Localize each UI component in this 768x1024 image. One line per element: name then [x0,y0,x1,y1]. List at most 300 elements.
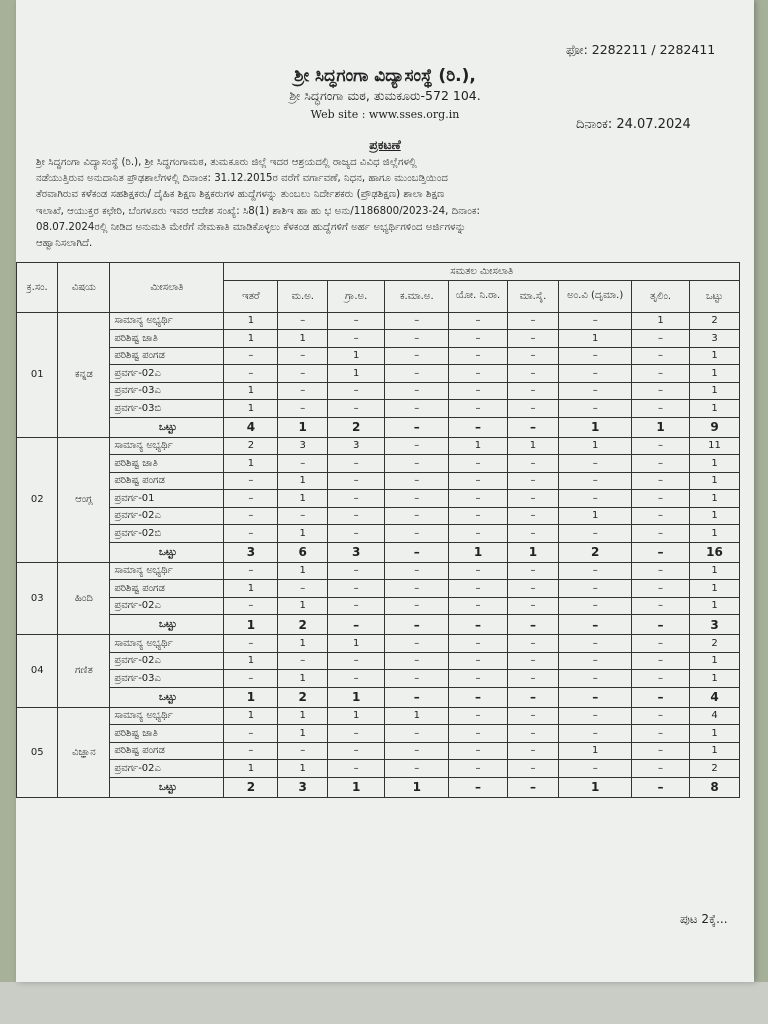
header-horizontal-reservation: ಸಮತಲ ಮೀಸಲಾತಿ [224,263,740,281]
reservation-category: ಪ್ರವರ್ಗ-02ಎ [110,365,224,383]
table-body [17,312,740,797]
reservation-category: ಪರಿಶಿಷ್ಟ ಪಂಗಡ [110,472,224,490]
total-label: ಒಟ್ಟು [110,542,224,562]
table-cell: 1 [559,507,632,525]
website-line: Web site : www.sses.org.in [310,108,460,121]
table-row [17,580,740,598]
table-row [17,597,740,615]
reservation-category: ಪ್ರವರ್ಗ-01 [110,490,224,508]
table-cell: – [385,312,449,330]
table-cell: 1 [328,707,385,725]
total-cell: 1 [328,687,385,707]
table-cell: 1 [328,635,385,653]
serial-number: 04 [17,635,58,708]
table-cell: – [507,707,559,725]
table-cell: – [385,382,449,400]
table-row [17,507,740,525]
table-cell: – [385,670,449,688]
organization-address: ಶ್ರೀ ಸಿದ್ಧಗಂಗಾ ಮಠ, ತುಮಕೂರು-572 104. [289,88,481,103]
total-cell: 1 [559,417,632,437]
table-cell: – [449,347,507,365]
total-cell: 1 [559,777,632,797]
total-cell: – [449,687,507,707]
table-cell: – [449,472,507,490]
table-cell: – [278,455,328,473]
table-cell: – [631,725,689,743]
table-cell: – [559,525,632,543]
total-cell: – [385,417,449,437]
table-cell: 1 [278,707,328,725]
table-cell: – [385,365,449,383]
table-cell: – [224,347,278,365]
table-row [17,365,740,383]
table-cell: – [631,365,689,383]
subject-name: ಆಂಗ್ಲ [58,437,110,562]
table-cell: – [328,670,385,688]
table-cell: – [385,760,449,778]
total-cell: – [631,615,689,635]
table-cell: – [631,562,689,580]
reservation-category: ಪರಿಶಿಷ್ಟ ಪಂಗಡ [110,580,224,598]
reservation-category: ಪ್ರವರ್ಗ-02ಎ [110,652,224,670]
total-cell: 4 [690,687,740,707]
total-cell: – [385,542,449,562]
subject-name: ಕನ್ನಡ [58,312,110,437]
table-cell: – [559,455,632,473]
reservation-category: ಪರಿಶಿಷ್ಟ ಜಾತಿ [110,725,224,743]
total-cell: 6 [278,542,328,562]
table-cell: 1 [278,490,328,508]
table-cell: – [559,635,632,653]
table-cell: – [224,670,278,688]
header-subject: ವಿಷಯ [58,263,110,313]
table-cell: 1 [278,472,328,490]
total-cell: 2 [224,777,278,797]
table-cell: – [449,652,507,670]
table-cell: – [449,365,507,383]
table-cell: 11 [690,437,740,455]
total-cell: – [631,777,689,797]
table-cell: – [507,490,559,508]
table-cell: – [559,597,632,615]
table-cell: 1 [328,365,385,383]
table-cell: 1 [690,580,740,598]
header-col-ex-servicemen: ಮಾ.ಸೈ. [507,280,559,312]
table-cell: 3 [278,437,328,455]
table-cell: – [507,455,559,473]
table-cell: – [278,742,328,760]
table-cell: – [328,472,385,490]
table-cell: 1 [278,635,328,653]
table-cell: – [385,525,449,543]
table-cell: 1 [559,330,632,348]
total-label: ಒಟ್ಟು [110,687,224,707]
table-cell: – [507,400,559,418]
table-cell: 1 [690,725,740,743]
total-cell: 3 [690,615,740,635]
table-cell: – [631,635,689,653]
table-cell: 1 [559,742,632,760]
table-cell: – [385,347,449,365]
table-cell: – [278,580,328,598]
table-row [17,472,740,490]
background-surface [0,982,768,1024]
notice-date: ದಿನಾಂಕ: 24.07.2024 [576,117,691,132]
phone-numbers: ಫೋ: 2282211 / 2282411 [566,42,716,57]
table-cell: – [224,725,278,743]
table-cell: 1 [690,472,740,490]
table-cell: – [559,725,632,743]
table-cell: – [507,525,559,543]
total-label: ಒಟ್ಟು [110,777,224,797]
reservation-category: ಪರಿಶಿಷ್ಟ ಜಾತಿ [110,455,224,473]
table-cell: – [559,652,632,670]
table-cell: 1 [224,330,278,348]
table-cell: – [507,580,559,598]
table-cell: 1 [224,312,278,330]
table-cell: – [328,760,385,778]
header-col-disabled: ಅಂ.ವಿ (ದೃಮಾ.) [559,280,632,312]
total-row [17,615,740,635]
table-cell: – [385,635,449,653]
table-cell: – [328,652,385,670]
table-cell: – [631,330,689,348]
continued-page-note: ಪುಟ 2ಕ್ಕೆ... [680,912,728,926]
header-col-transgender: ತೃಲಿಂ. [631,280,689,312]
table-cell: – [507,652,559,670]
total-cell: 4 [224,417,278,437]
table-row [17,707,740,725]
table-cell: – [631,652,689,670]
header-col-kannada-medium: ಕ.ಮಾ.ಅ. [385,280,449,312]
table-cell: – [631,347,689,365]
table-cell: – [224,635,278,653]
table-cell: 1 [690,507,740,525]
table-cell: 2 [224,437,278,455]
total-cell: – [507,777,559,797]
table-cell: – [278,382,328,400]
table-cell: 1 [224,382,278,400]
table-cell: – [449,330,507,348]
total-cell: 9 [690,417,740,437]
total-cell: 1 [507,542,559,562]
reservation-category: ಪರಿಶಿಷ್ಟ ಪಂಗಡ [110,347,224,365]
total-row [17,777,740,797]
total-cell: 1 [449,542,507,562]
total-cell: – [328,615,385,635]
table-cell: – [449,312,507,330]
table-cell: – [559,312,632,330]
table-cell: – [507,382,559,400]
table-cell: 1 [278,597,328,615]
table-cell: – [507,597,559,615]
table-row [17,382,740,400]
header-sno: ಕ್ರ.ಸಂ. [17,263,58,313]
table-cell: – [507,725,559,743]
table-cell: – [385,507,449,525]
paragraph-line: ಇಲಾಖೆ, ಆಯುಕ್ತರ ಕಛೇರಿ, ಬೆಂಗಳೂರು ಇವರ ಆದೇಶ ಸಂಖ್ಯೆ: ಸಿ8(1) ಶಾಶಿಇ ಹಾ ಹು ಭ ಅನು/1186800/2023-24, ದಿನಾಂಕ: [36,205,480,217]
table-cell: – [631,580,689,598]
table-cell: – [385,742,449,760]
table-cell: – [328,312,385,330]
total-cell: 2 [278,615,328,635]
table-cell: 1 [690,347,740,365]
table-cell: 1 [690,562,740,580]
table-cell: – [328,330,385,348]
total-cell: 3 [224,542,278,562]
total-cell: 1 [328,777,385,797]
header-col-general: ಇತರೆ [224,280,278,312]
table-cell: 1 [690,525,740,543]
table-cell: – [224,490,278,508]
total-cell: – [507,417,559,437]
table-cell: – [631,670,689,688]
table-cell: – [224,742,278,760]
table-cell: – [385,455,449,473]
notice-paragraph [36,155,736,252]
table-cell: 1 [690,382,740,400]
table-cell: 1 [690,455,740,473]
table-cell: – [449,635,507,653]
table-cell: 1 [690,490,740,508]
table-row [17,562,740,580]
table-cell: – [631,760,689,778]
table-cell: 1 [278,562,328,580]
header-col-total: ಒಟ್ಟು [690,280,740,312]
table-cell: – [278,347,328,365]
table-cell: – [328,400,385,418]
total-cell: 2 [328,417,385,437]
table-cell: – [507,330,559,348]
total-cell: 2 [278,687,328,707]
paragraph-line: ನಡೆಯುತ್ತಿರುವ ಅನುದಾನಿತ ಪ್ರೌಢಶಾಲೆಗಳಲ್ಲಿ ದಿನಾಂಕ: 31.12.2015ರ ವರೆಗೆ ವರ್ಗಾವಣೆ, ನಿಧನ, ಹಾಗೂ ಮುಂಬಡ್ತಿಯಿಂದ [36,173,448,185]
table-row [17,347,740,365]
table-cell: – [631,472,689,490]
total-row [17,417,740,437]
table-cell: 1 [224,455,278,473]
paragraph-line: ತೆರವಾಗಿರುವ ಕಳೆಕಂಡ ಸಹಶಿಕ್ಷಕರು/ ದೈಹಿಕ ಶಿಕ್ಷಣ ಶಿಕ್ಷಕರುಗಳ ಹುದ್ದೆಗಳನ್ನು ತುಂಬಲು ನಿರ್ದೇಶಕರು (ಪ್ರೌಢಶಿಕ್ಷಣ) ಶಾಲಾ ಶಿಕ್ಷಣ [36,189,445,201]
table-cell: – [449,670,507,688]
table-cell: – [631,382,689,400]
total-cell: – [559,687,632,707]
table-cell: – [559,760,632,778]
reservation-category: ಪರಿಶಿಷ್ಟ ಪಂಗಡ [110,742,224,760]
total-row [17,687,740,707]
table-cell: – [328,455,385,473]
table-row [17,312,740,330]
table-cell: – [278,652,328,670]
table-cell: – [631,597,689,615]
table-cell: – [559,580,632,598]
table-cell: – [631,507,689,525]
reservation-category: ಸಾಮಾನ್ಯ ಅಭ್ಯರ್ಥಿ [110,635,224,653]
table-cell: – [224,365,278,383]
total-cell: 8 [690,777,740,797]
table-cell: – [328,562,385,580]
table-cell: – [559,562,632,580]
total-cell: 1 [224,615,278,635]
table-cell: 1 [328,347,385,365]
table-cell: – [224,507,278,525]
total-cell: – [385,615,449,635]
table-row [17,652,740,670]
table-cell: – [385,437,449,455]
table-cell: – [328,597,385,615]
reservation-category: ಪ್ರವರ್ಗ-02ಎ [110,760,224,778]
reservation-category: ಪ್ರವರ್ಗ-02ಎ [110,507,224,525]
reservation-category: ಸಾಮಾನ್ಯ ಅಭ್ಯರ್ಥಿ [110,312,224,330]
table-cell: 3 [328,437,385,455]
table-cell: – [631,707,689,725]
table-cell: 1 [690,670,740,688]
table-cell: – [449,742,507,760]
table-cell: 1 [559,437,632,455]
header-col-rural: ಗ್ರಾ.ಅ. [328,280,385,312]
table-cell: 1 [690,400,740,418]
table-row [17,670,740,688]
reservation-category: ಪ್ರವರ್ಗ-03ಎ [110,670,224,688]
table-row [17,760,740,778]
table-cell: – [224,525,278,543]
total-cell: – [507,615,559,635]
total-cell: – [507,687,559,707]
table-cell: 1 [449,437,507,455]
table-cell: – [385,472,449,490]
table-cell: 1 [690,597,740,615]
table-cell: 1 [631,312,689,330]
notice-document [16,0,754,982]
table-cell: – [449,507,507,525]
total-cell: – [631,542,689,562]
table-cell: – [328,382,385,400]
table-cell: 2 [690,312,740,330]
table-cell: – [385,490,449,508]
table-cell: – [449,400,507,418]
table-cell: – [631,455,689,473]
table-cell: 1 [224,580,278,598]
serial-number: 03 [17,562,58,635]
table-cell: – [559,365,632,383]
table-cell: 1 [690,742,740,760]
table-cell: – [328,580,385,598]
table-header [17,263,740,313]
table-row [17,742,740,760]
paragraph-line: ಆಹ್ವಾನಿಸಲಾಗಿದೆ. [36,238,93,250]
total-label: ಒಟ್ಟು [110,615,224,635]
table-cell: 1 [224,707,278,725]
table-cell: – [559,347,632,365]
table-cell: – [507,670,559,688]
table-cell: 1 [224,400,278,418]
table-cell: – [385,562,449,580]
table-row [17,330,740,348]
subject-name: ವಿಜ್ಞಾನ [58,707,110,797]
table-row [17,437,740,455]
total-cell: 16 [690,542,740,562]
table-cell: – [507,365,559,383]
table-cell: 1 [224,652,278,670]
table-cell: – [449,725,507,743]
table-cell: – [449,760,507,778]
table-cell: – [224,562,278,580]
table-cell: – [507,312,559,330]
table-cell: – [559,707,632,725]
subject-name: ಗಣಿತ [58,635,110,708]
table-cell: – [631,400,689,418]
total-row [17,542,740,562]
table-cell: – [328,725,385,743]
table-cell: – [278,507,328,525]
table-cell: – [328,525,385,543]
table-cell: – [559,400,632,418]
total-cell: – [559,615,632,635]
table-cell: – [507,742,559,760]
table-cell: – [507,347,559,365]
table-cell: – [278,400,328,418]
table-cell: – [449,597,507,615]
table-cell: – [507,760,559,778]
table-cell: – [631,742,689,760]
table-cell: 1 [278,760,328,778]
table-cell: – [559,670,632,688]
reservation-category: ಪ್ರವರ್ಗ-03ಎ [110,382,224,400]
table-cell: 1 [278,725,328,743]
total-cell: 1 [224,687,278,707]
reservation-category: ಸಾಮಾನ್ಯ ಅಭ್ಯರ್ಥಿ [110,437,224,455]
vacancy-table [16,262,740,798]
table-cell: – [224,597,278,615]
reservation-category: ಪ್ರವರ್ಗ-02ಬಿ [110,525,224,543]
reservation-category: ಸಾಮಾನ್ಯ ಅಭ್ಯರ್ಥಿ [110,562,224,580]
table-cell: 1 [278,525,328,543]
table-cell: 1 [385,707,449,725]
table-cell: – [449,580,507,598]
table-cell: – [385,330,449,348]
table-cell: – [507,507,559,525]
table-cell: 1 [278,670,328,688]
table-cell: – [559,490,632,508]
table-cell: – [631,437,689,455]
table-cell: 4 [690,707,740,725]
organization-name: ಶ್ರೀ ಸಿದ್ಧಗಂಗಾ ವಿದ್ಯಾಸಂಸ್ಥೆ (ರಿ.), [294,66,476,86]
table-cell: 2 [690,760,740,778]
table-cell: – [507,635,559,653]
table-cell: 1 [690,652,740,670]
table-cell: – [559,472,632,490]
table-cell: – [278,312,328,330]
table-cell: – [385,400,449,418]
table-cell: – [507,472,559,490]
table-cell: – [507,562,559,580]
serial-number: 02 [17,437,58,562]
table-row [17,725,740,743]
table-cell: – [385,580,449,598]
table-cell: – [559,382,632,400]
total-cell: – [385,687,449,707]
reservation-category: ಪರಿಶಿಷ್ಟ ಜಾತಿ [110,330,224,348]
table-cell: – [385,652,449,670]
header-col-project-displaced: ಯೋ. ನಿ.ರಾ. [449,280,507,312]
total-cell: – [631,687,689,707]
total-cell: 3 [278,777,328,797]
table-cell: 1 [690,365,740,383]
header-col-women: ಮ.ಅ. [278,280,328,312]
table-cell: – [328,490,385,508]
reservation-category: ಸಾಮಾನ್ಯ ಅಭ್ಯರ್ಥಿ [110,707,224,725]
reservation-category: ಪ್ರವರ್ಗ-02ಎ [110,597,224,615]
table-cell: 2 [690,635,740,653]
table-cell: – [328,742,385,760]
